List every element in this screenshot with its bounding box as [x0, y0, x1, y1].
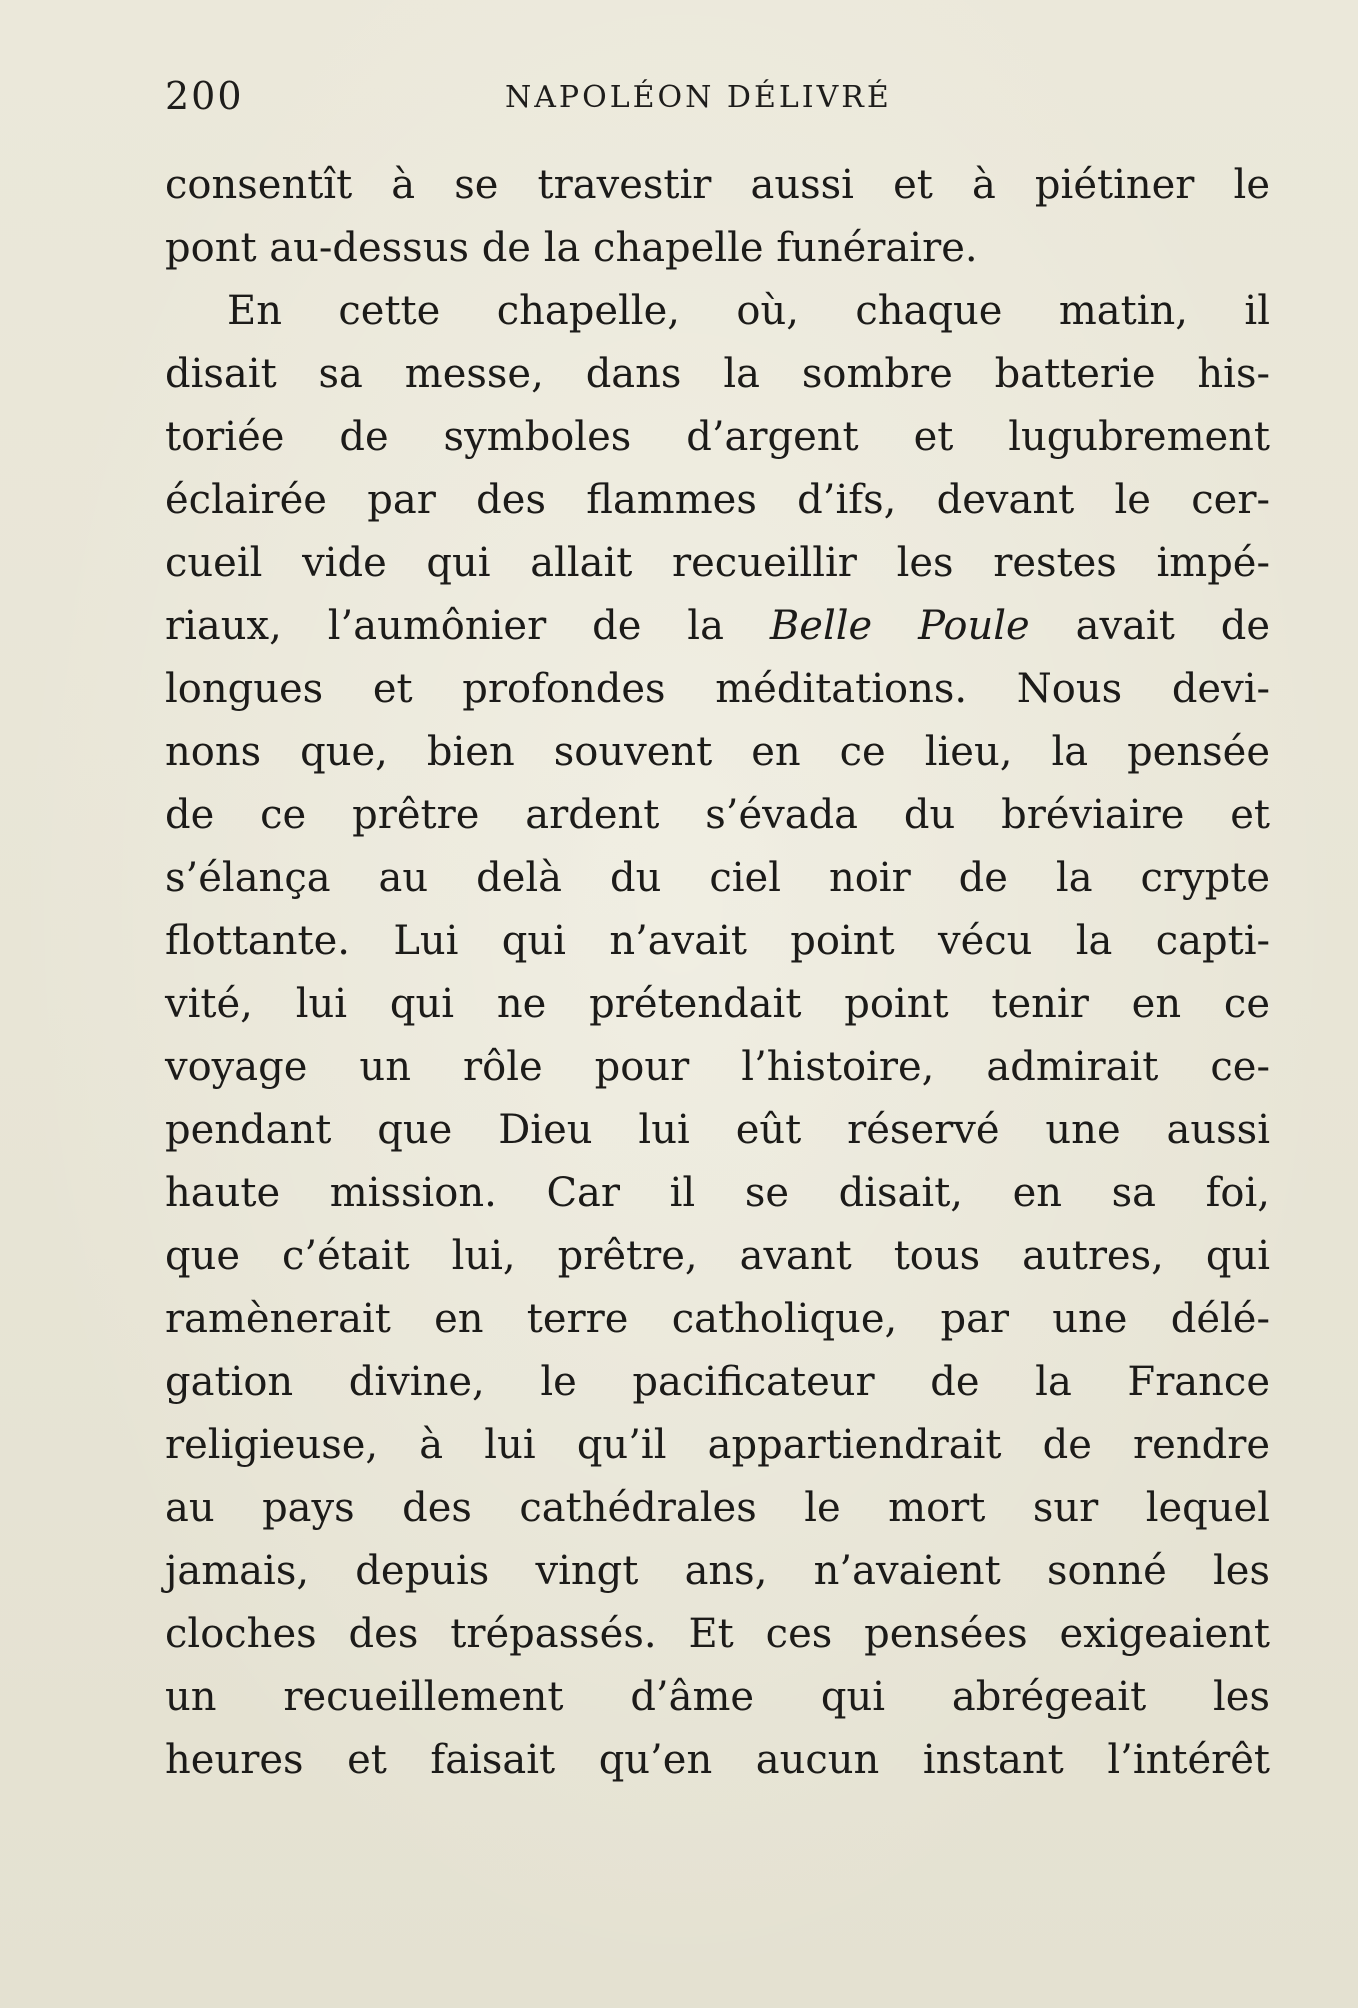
text-line: éclairée par des flammes d’ifs, devant le cer- — [165, 477, 1270, 523]
text-run: avait de — [1029, 603, 1270, 649]
text-line: au pays des cathédrales le mort sur lequel — [165, 1485, 1270, 1531]
running-head — [165, 74, 1265, 124]
text-line: cueil vide qui allait recueillir les restes impé- — [165, 540, 1270, 586]
text-line: de ce prêtre ardent s’évada du bréviaire et — [165, 792, 1270, 838]
text-line: pendant que Dieu lui eût réservé une aussi — [165, 1107, 1270, 1153]
text-line: consentît à se travestir aussi et à piétiner le — [165, 162, 1270, 208]
text-line: ramènerait en terre catholique, par une délé- — [165, 1296, 1270, 1342]
body-text — [165, 154, 1270, 1792]
text-line: vité, lui qui ne prétendait point tenir en ce — [165, 981, 1270, 1027]
ship-name-italic: Belle Poule — [769, 603, 1030, 649]
text-line: flottante. Lui qui n’avait point vécu la capti- — [165, 918, 1270, 964]
page-number: 200 — [165, 74, 244, 118]
text-line: religieuse, à lui qu’il appartiendrait de rendre — [165, 1422, 1270, 1468]
running-title: NAPOLÉON DÉLIVRÉ — [505, 80, 892, 115]
text-run: riaux, l’aumônier de la — [165, 603, 770, 649]
text-line: disait sa messe, dans la sombre batterie his- — [165, 351, 1270, 397]
text-line: que c’était lui, prêtre, avant tous autres, qui — [165, 1233, 1270, 1279]
text-line: heures et faisait qu’en aucun instant l’intérêt — [165, 1737, 1270, 1783]
text-line: un recueillement d’âme qui abrégeait les — [165, 1674, 1270, 1720]
text-line: longues et profondes méditations. Nous devi- — [165, 666, 1270, 712]
text-line: s’élança au delà du ciel noir de la crypte — [165, 855, 1270, 901]
text-line: jamais, depuis vingt ans, n’avaient sonné les — [165, 1548, 1270, 1594]
text-line: gation divine, le pacificateur de la France — [165, 1359, 1270, 1405]
text-line: nons que, bien souvent en ce lieu, la pensée — [165, 729, 1270, 775]
text-line: cloches des trépassés. Et ces pensées exigeaient — [165, 1611, 1270, 1657]
text-line: toriée de symboles d’argent et lugubrement — [165, 414, 1270, 460]
text-line: pont au-dessus de la chapelle funéraire. — [165, 225, 978, 271]
text-line: En cette chapelle, où, chaque matin, il — [227, 288, 1270, 334]
text-line — [165, 595, 1270, 658]
text-line: voyage un rôle pour l’histoire, admirait ce- — [165, 1044, 1270, 1090]
text-line: haute mission. Car il se disait, en sa foi, — [165, 1170, 1270, 1216]
